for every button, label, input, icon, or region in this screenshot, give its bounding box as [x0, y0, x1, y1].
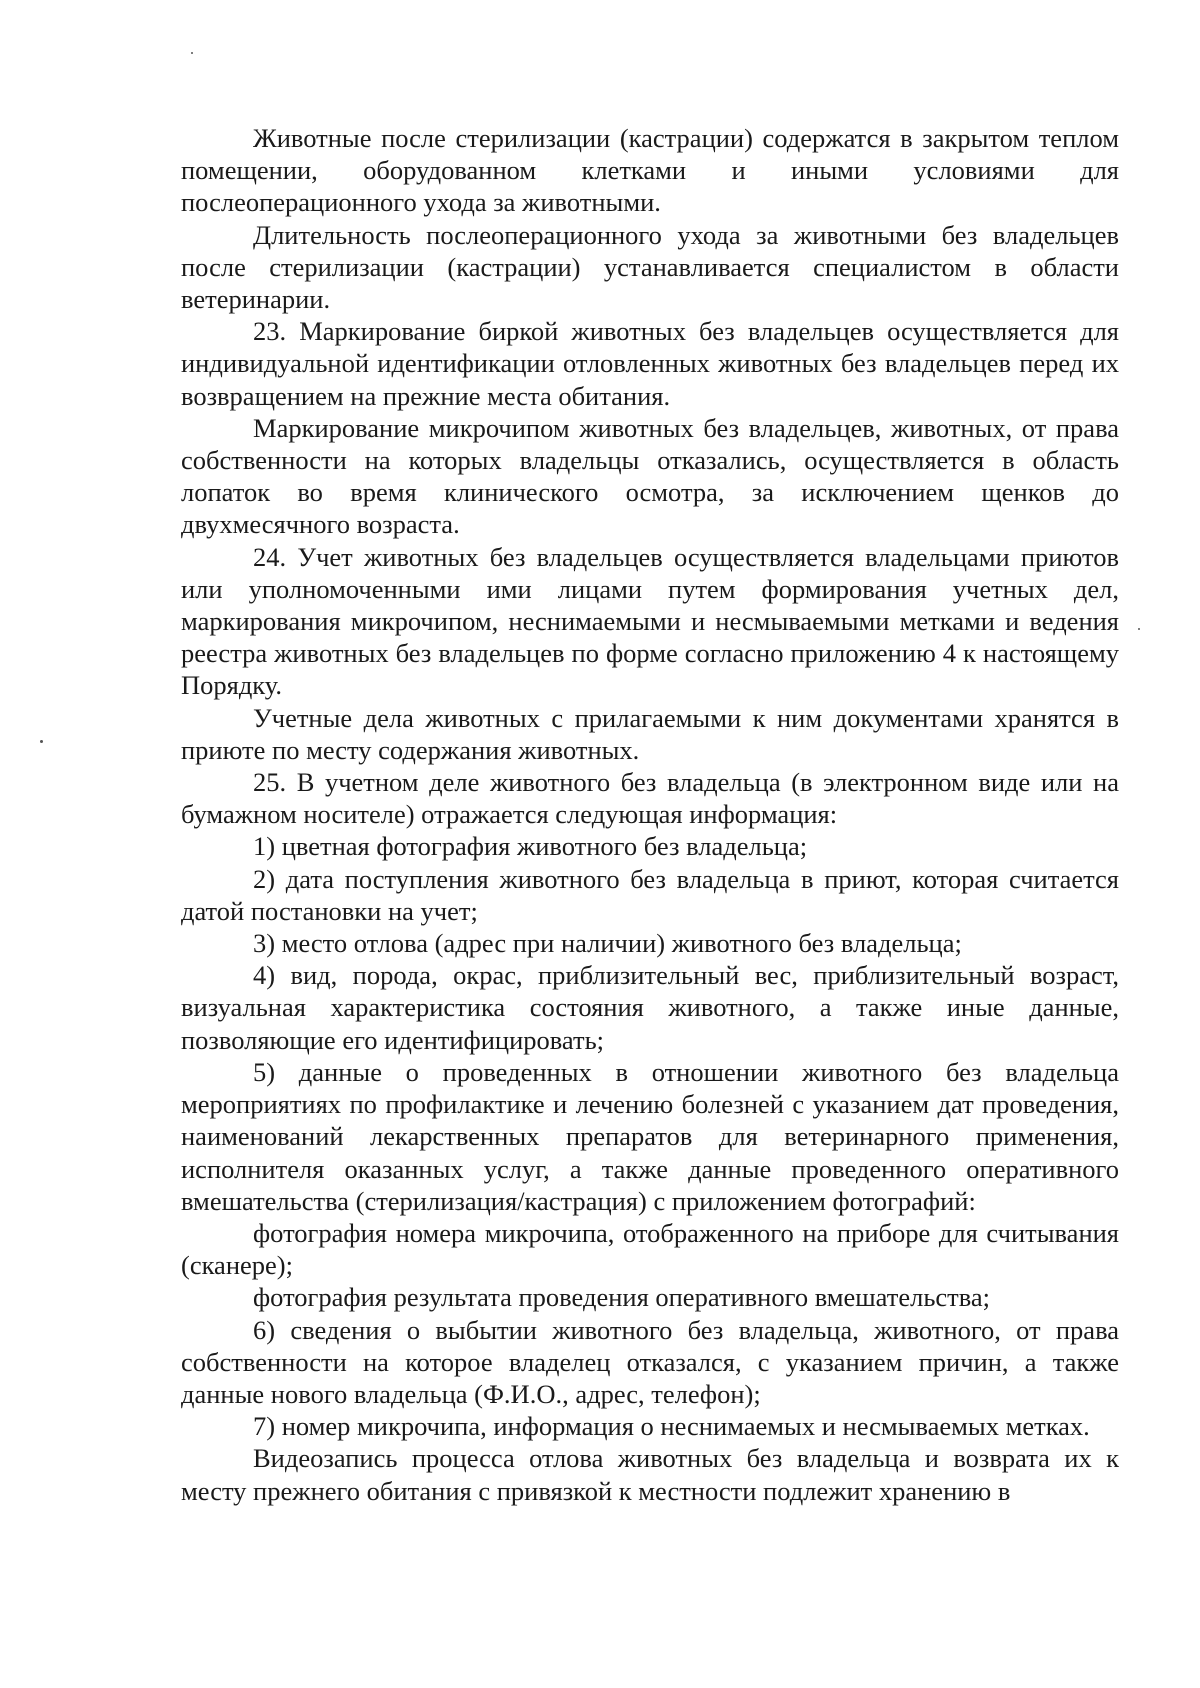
paragraph-6: Учетные дела животных с прилагаемыми к ним документами хранятся в приюте по месту содержания животных. — [181, 702, 1119, 765]
paragraph-1: Животные после стерилизации (кастрации) содержатся в закрытом теплом помещении, оборудованном клетками и иными условиями для послеоперационного ухода за животными. — [181, 123, 1119, 218]
paragraph-4: Маркирование микрочипом животных без владельцев, животных, от права собственности на которых владельцы отказались, осуществляется в область лопаток во время клинического осмотра, за исключением щенков до двухмесячного возраста. — [181, 412, 1119, 540]
list-item-7: 7) номер микрочипа, информация о неснимаемых и несмываемых метках. — [253, 1411, 1090, 1442]
scan-speck — [191, 52, 193, 54]
scan-speck — [40, 740, 43, 743]
sub-item-1: фотография номера микрочипа, отображенного на приборе для считывания (сканере); — [181, 1217, 1119, 1281]
scan-speck — [1138, 628, 1140, 630]
list-item-4: 4) вид, порода, окрас, приблизительный вес, приблизительный возраст, визуальная характеристика состояния животного, а также иные данные, позволяющие его идентифицировать; — [181, 960, 1119, 1055]
list-item-1: 1) цветная фотография животного без владельца; — [253, 831, 808, 862]
list-item-5: 5) данные о проведенных в отношении животного без владельца мероприятиях по профилактике и лечению болезней с указанием дат проведения, наименований лекарственных препаратов для ветеринарного применения, исполнителя оказанных услуг, а также данные проведенного оперативного вмешательства (стерилизация/кастрация) с приложением фотографий: — [181, 1056, 1119, 1216]
sub-item-2: фотография результата проведения оперативного вмешательства; — [253, 1282, 991, 1313]
paragraph-8: Видеозапись процесса отлова животных без владельца и возврата их к месту прежнего обитания с привязкой к местности подлежит хранению в — [181, 1443, 1119, 1506]
list-item-3: 3) место отлова (адрес при наличии) животного без владельца; — [253, 928, 962, 959]
paragraph-5: 24. Учет животных без владельцев осуществляется владельцами приютов или уполномоченными ими лицами путем формирования учетных дел, маркирования микрочипом, неснимаемыми и несмываемыми метками и ведения реестра животных без владельцев по форме согласно приложению 4 к настоящему Порядку. — [181, 541, 1119, 701]
paragraph-2: Длительность послеоперационного ухода за животными без владельцев после стерилизации (кастрации) устанавливается специалистом в области ветеринарии. — [181, 219, 1119, 315]
document-body — [181, 122, 1119, 1507]
paragraph-7: 25. В учетном деле животного без владельца (в электронном виде или на бумажном носителе) отражается следующая информация: — [181, 767, 1119, 830]
paragraph-3: 23. Маркирование биркой животных без владельцев осуществляется для индивидуальной идентификации отловленных животных без владельцев перед их возвращением на прежние места обитания. — [181, 316, 1119, 411]
list-item-2: 2) дата поступления животного без владельца в приют, которая считается датой постановки на учет; — [181, 863, 1119, 926]
list-item-6: 6) сведения о выбытии животного без владельца, животного, от права собственности на которое владелец отказался, с указанием причин, а также данные нового владельца (Ф.И.О., адрес, телефон); — [181, 1314, 1119, 1409]
